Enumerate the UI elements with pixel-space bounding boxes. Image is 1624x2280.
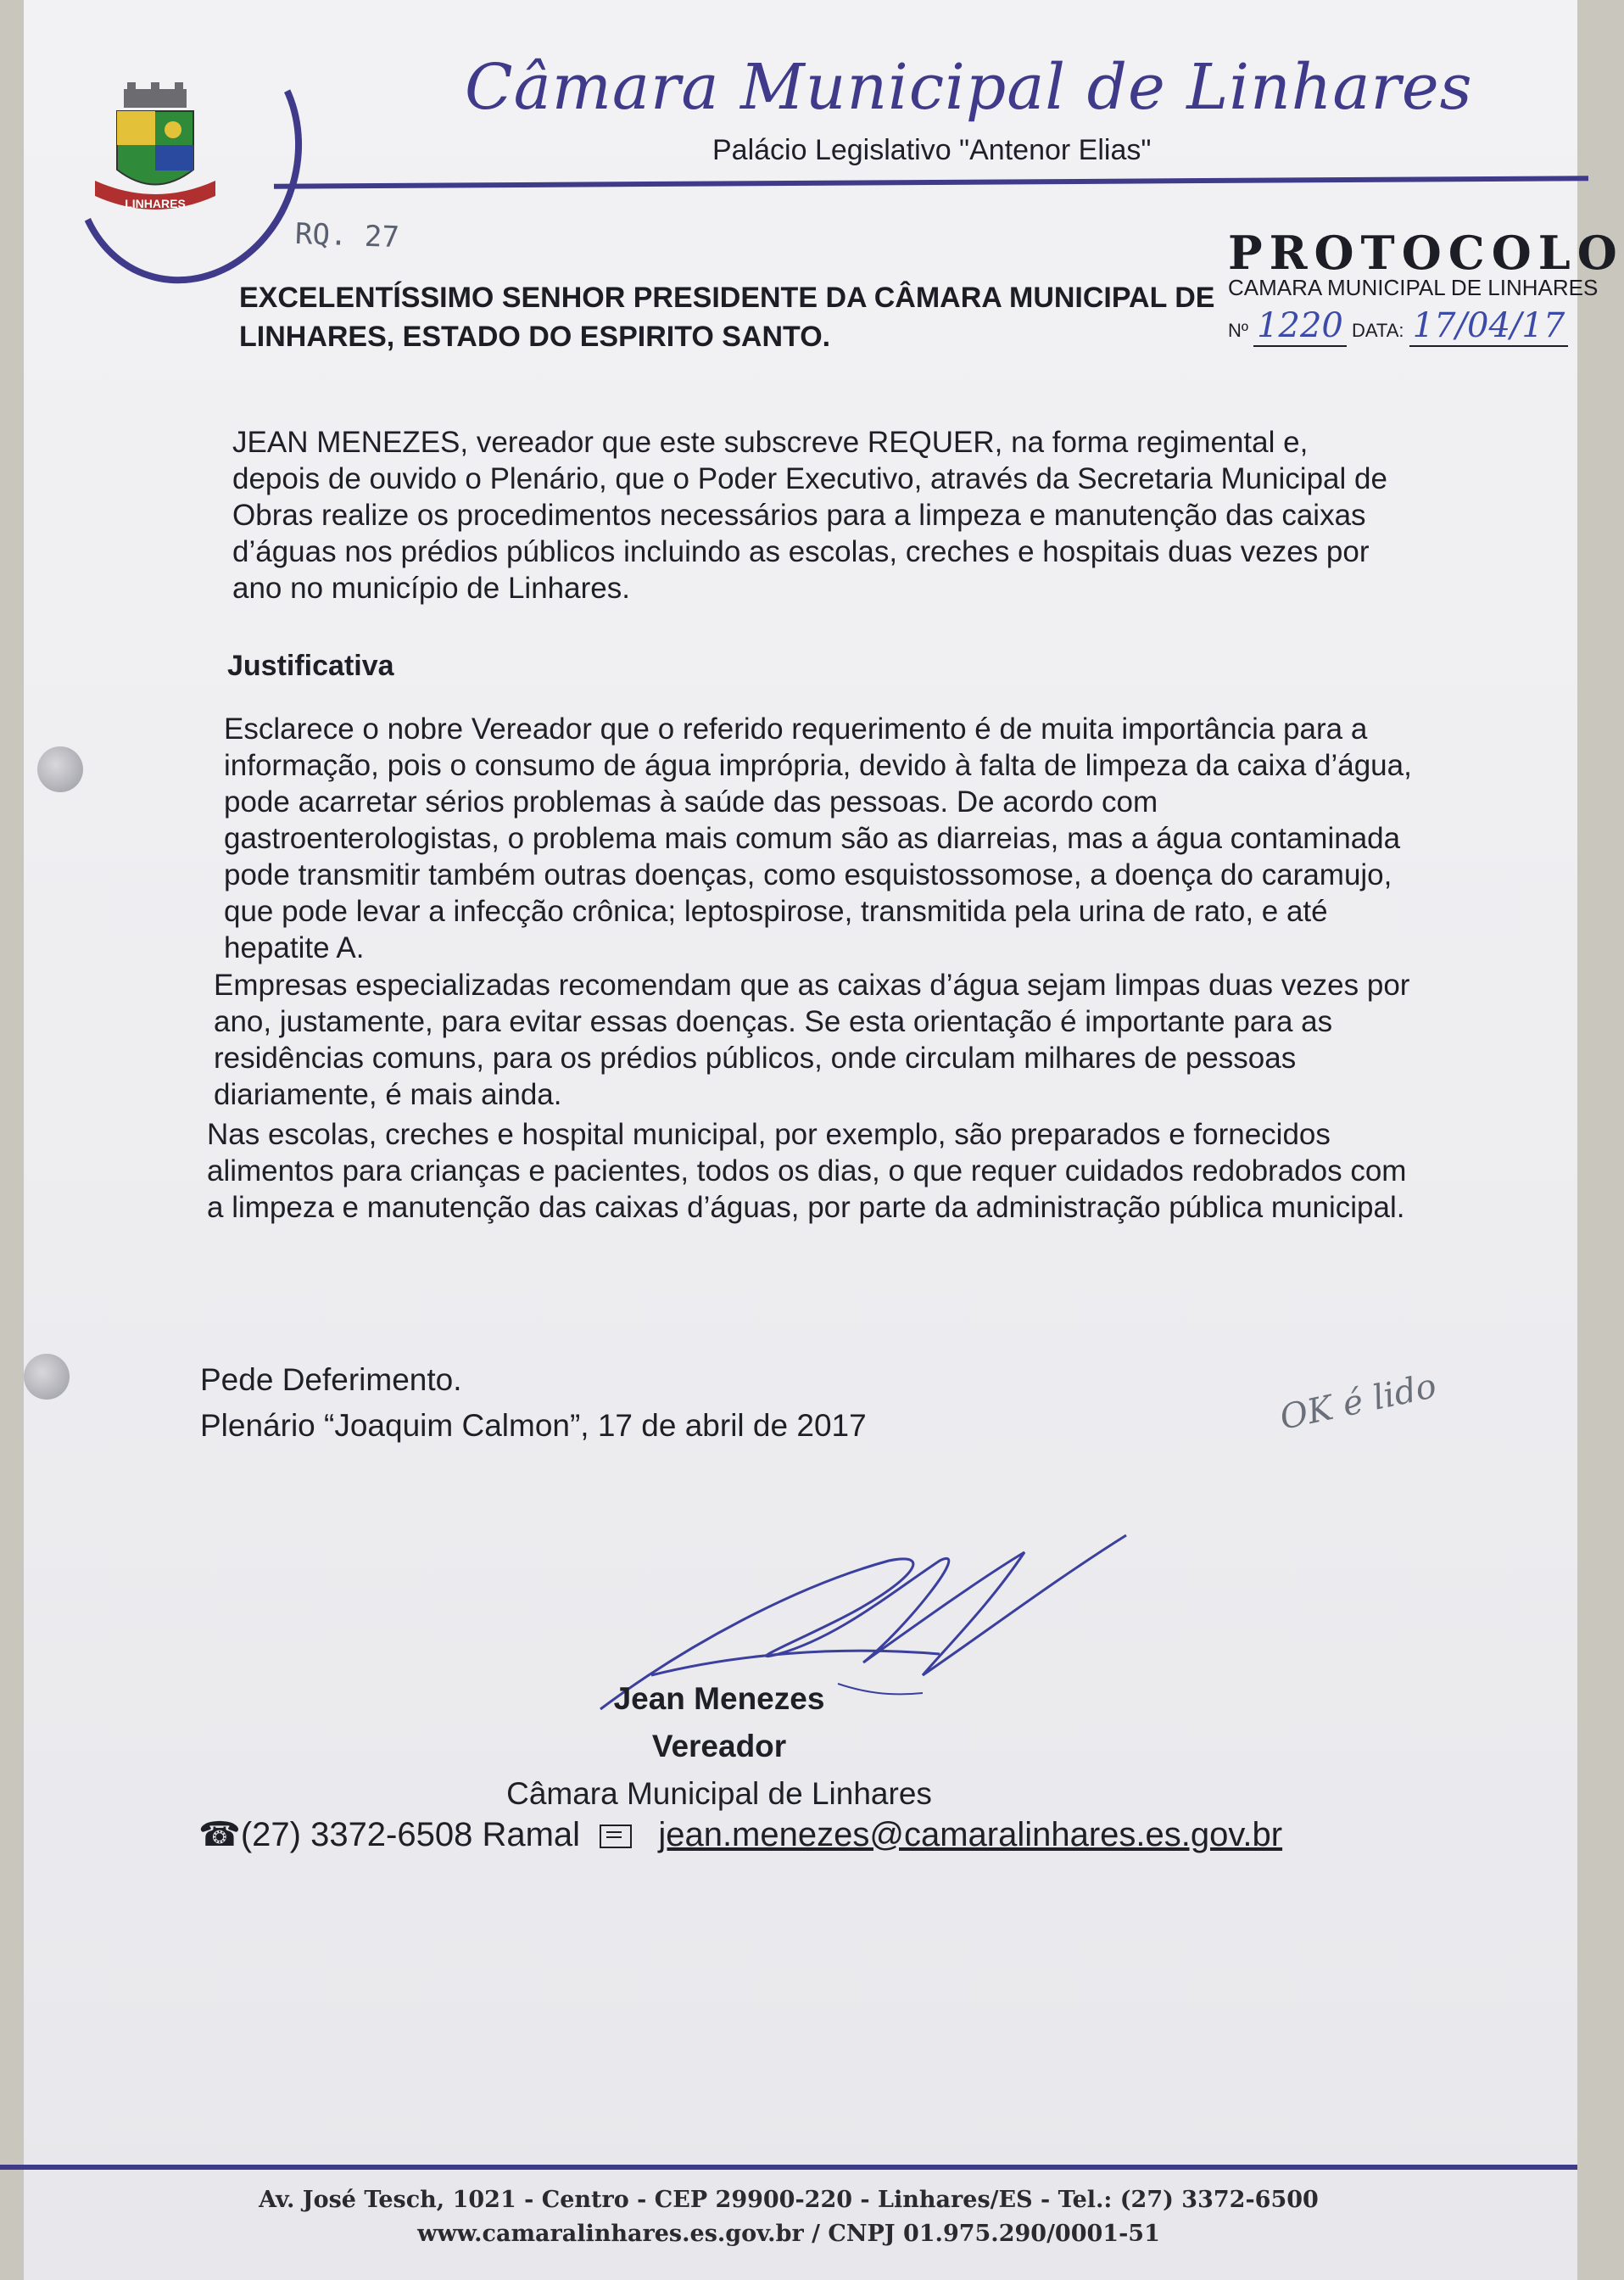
closing-place-date: Plenário “Joaquim Calmon”, 17 de abril de 2017: [200, 1408, 867, 1443]
page-title: Câmara Municipal de Linhares: [465, 51, 1473, 124]
contact-line: [198, 1815, 1282, 1854]
logo-banner-text: LINHARES: [125, 197, 186, 210]
document-page: [24, 0, 1624, 2280]
page-subtitle: Palácio Legislativo "Antenor Elias": [712, 134, 1152, 166]
header-divider: [274, 176, 1588, 188]
justification-paragraph-1: Esclarece o nobre Vereador que o referido requerimento é de muita importância para a informação, pois o consumo de água imprópria, devido à falta de limpeza da caixa d’água, pode acarretar sérios problemas à saúde das pessoas. De acordo com gastroenterologistas, o problema mais comum são as diarreias, mas a água contaminada pode transmitir também outras doenças, como esquistossomose, a doença do caramujo, que pode levar a infecção crônica; leptospirose, transmitida pela urina de rato, e até hepatite A.: [224, 712, 1412, 964]
signature-block: [499, 1675, 940, 1818]
protocol-number: 1220: [1253, 306, 1347, 347]
protocol-title: PROTOCOLO: [1228, 226, 1624, 280]
footer: [0, 2183, 1577, 2251]
phone-text: ☎(27) 3372-6508 Ramal: [198, 1816, 581, 1853]
justification-heading: Justificativa: [227, 650, 394, 682]
signatory-name: Jean Menezes: [613, 1681, 825, 1716]
request-paragraph: JEAN MENEZES, vereador que este subscreve REQUER, na forma regimental e, depois de ouvido o Plenário, que o Poder Executivo, através da Secretaria Municipal de Obras realize os procedimentos necessários para a limpeza e manutenção das caixas d’águas nos prédios públicos incluindo as escolas, creches e hospitais duas vezes por ano no município de Linhares.: [232, 426, 1387, 605]
protocol-date: 17/04/17: [1409, 306, 1569, 347]
footer-web: www.camaralinhares.es.gov.br / CNPJ 01.975.290/0001-51: [417, 2221, 1160, 2247]
mail-icon: [600, 1825, 632, 1848]
handwritten-ok-note: OK é lido: [1276, 1366, 1440, 1438]
email-link[interactable]: jean.menezes@camaralinhares.es.gov.br: [658, 1816, 1283, 1853]
signatory-institution: Câmara Municipal de Linhares: [506, 1776, 932, 1811]
handwritten-rq-note: RQ. 27: [294, 216, 400, 255]
footer-address: Av. José Tesch, 1021 - Centro - CEP 29900-220 - Linhares/ES - Tel.: (27) 3372-6500: [259, 2187, 1319, 2213]
protocol-fields: [1228, 306, 1584, 345]
justification-paragraph-3: Nas escolas, creches e hospital municipal, por exemplo, são preparados e fornecidos alimentos para crianças e pacientes, todos os dias, o que requer cuidados redobrados com a limpeza e manutenção das caixas d’águas, por parte da administração pública municipal.: [207, 1118, 1407, 1224]
closing-request: Pede Deferimento.: [200, 1362, 462, 1397]
justification-paragraph-2: Empresas especializadas recomendam que as caixas d’água sejam limpas duas vezes por ano, justamente, para evitar essas doenças. Se esta orientação é importante para as residências comuns, para os prédios públicos, onde circulam milhares de pessoas diariamente, é mais ainda.: [214, 969, 1410, 1111]
protocol-date-label: DATA:: [1351, 320, 1404, 341]
punch-hole: [24, 1354, 70, 1400]
closing-block: [200, 1357, 867, 1449]
coat-of-arms-logo: [92, 81, 219, 229]
protocol-subtitle: CAMARA MUNICIPAL DE LINHARES: [1228, 275, 1599, 300]
protocol-number-label: Nº: [1228, 320, 1248, 341]
addressee-heading: EXCELENTÍSSIMO SENHOR PRESIDENTE DA CÂMARA MUNICIPAL DE LINHARES, ESTADO DO ESPIRITO SANTO.: [239, 282, 1215, 353]
signatory-role: Vereador: [651, 1729, 787, 1763]
punch-hole: [37, 746, 83, 792]
protocol-stamp: [1228, 226, 1624, 345]
footer-divider: [0, 2165, 1577, 2170]
